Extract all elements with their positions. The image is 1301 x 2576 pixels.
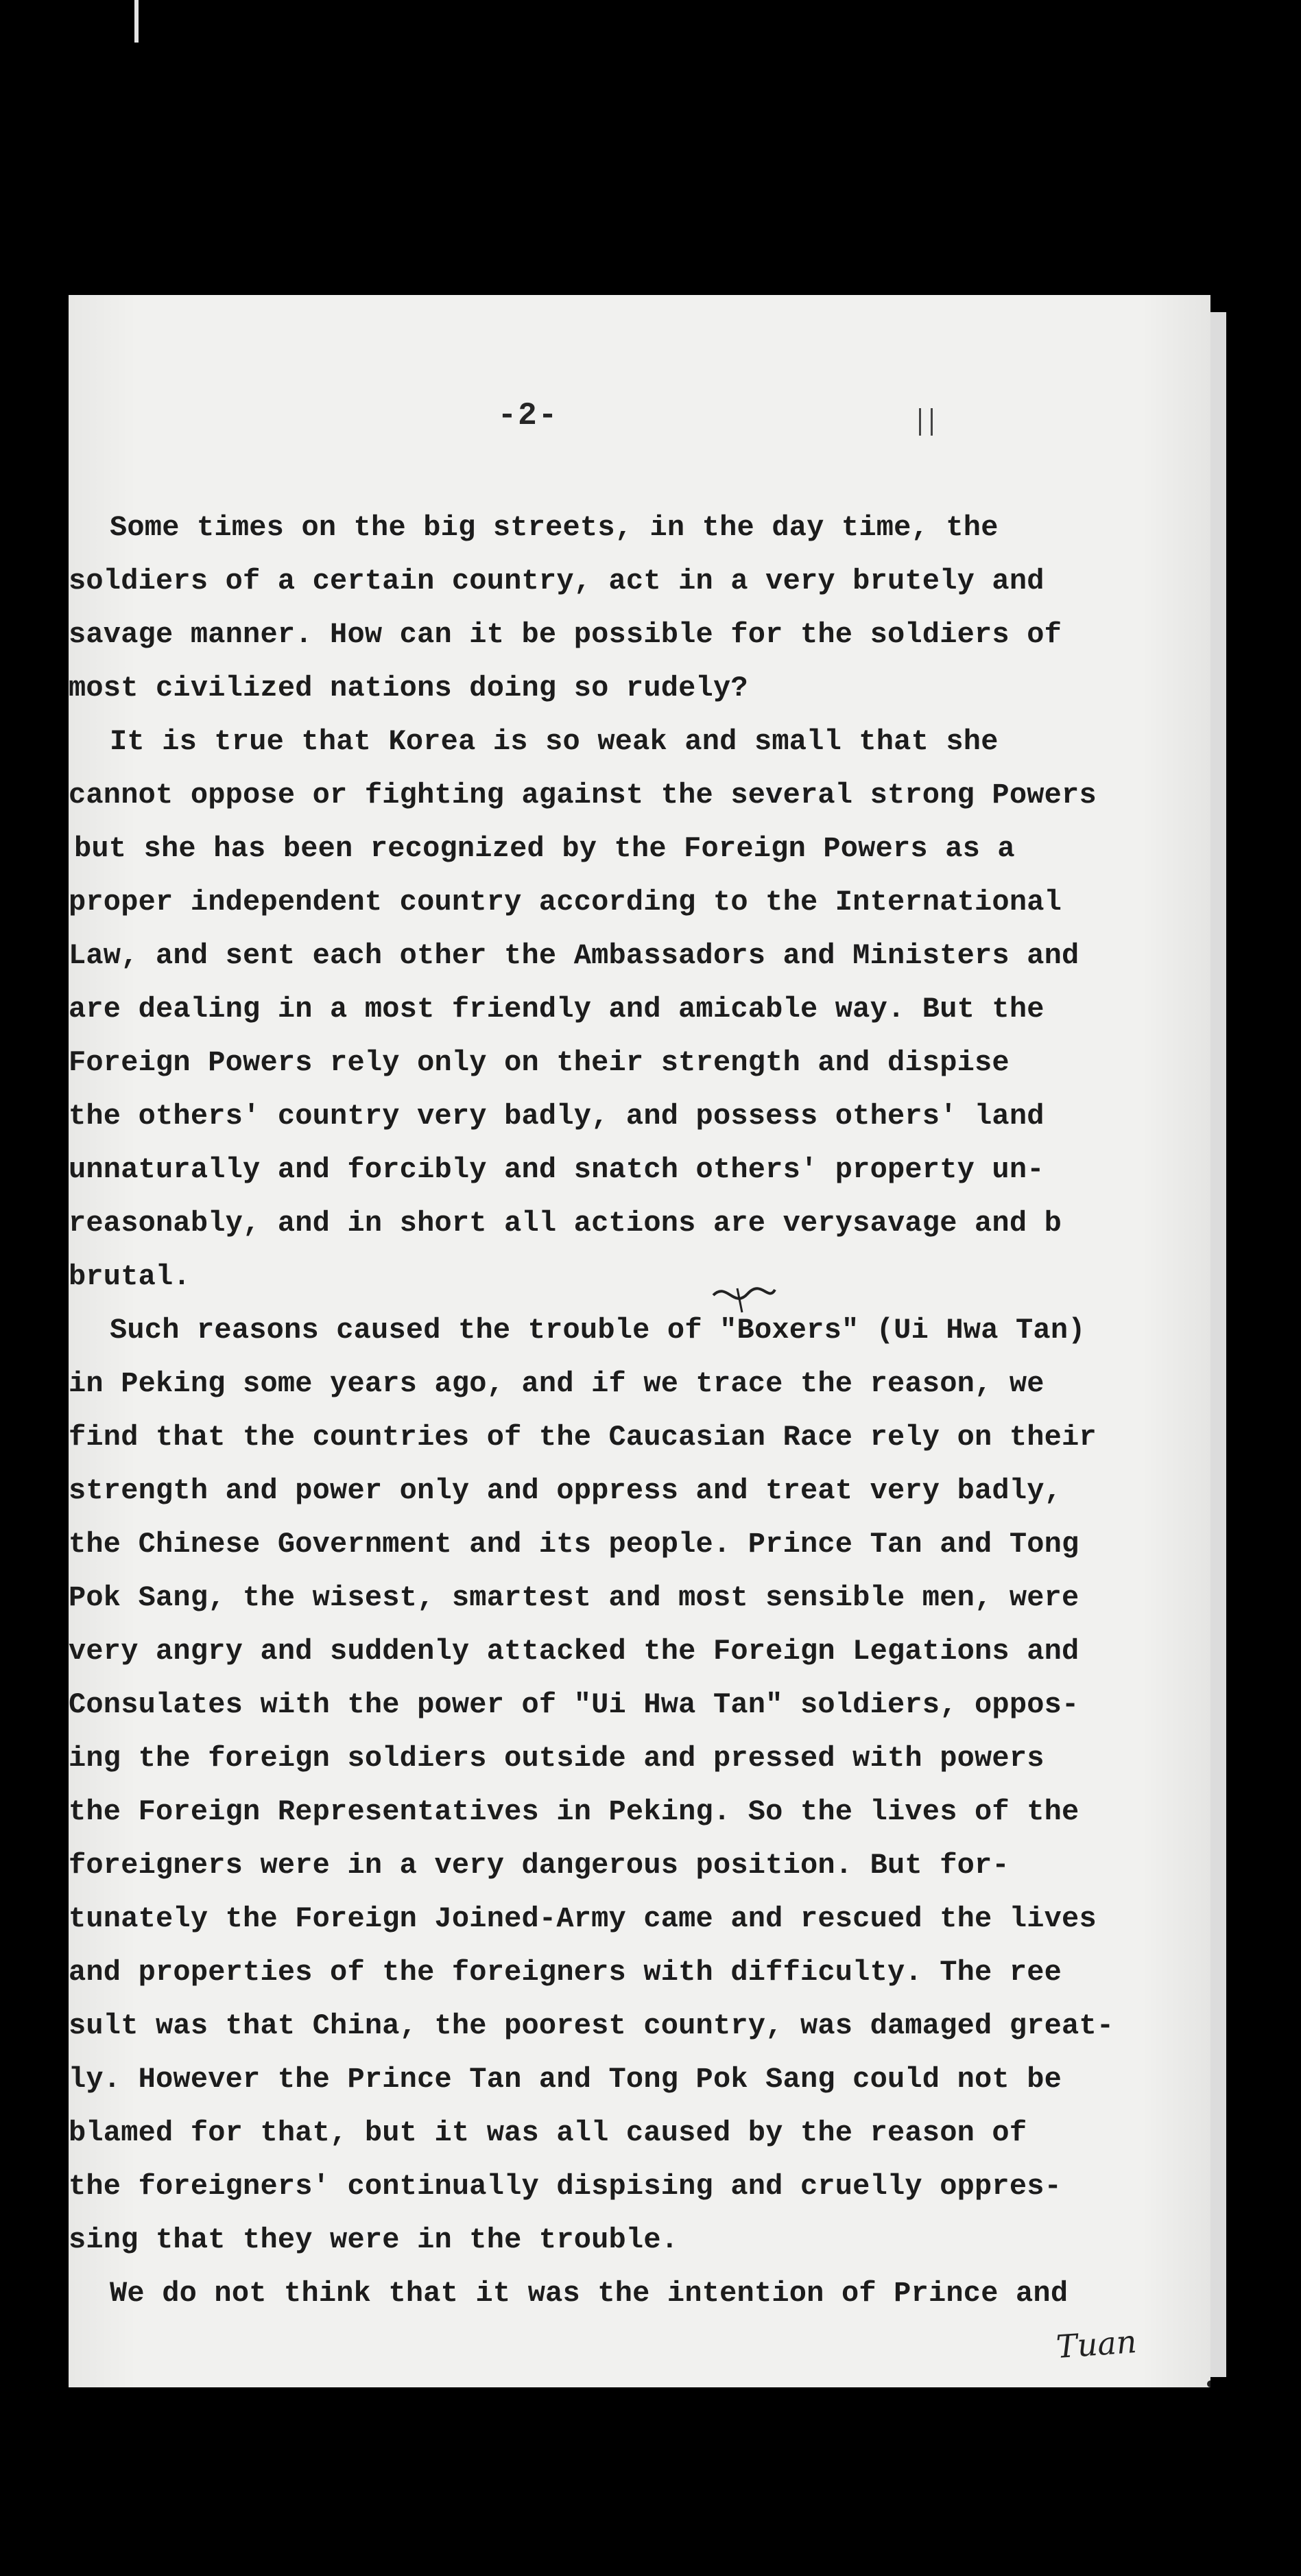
- ink-dot: [1207, 2380, 1210, 2387]
- ink-scribble: [706, 1275, 782, 1323]
- text-line: We do not think that it was the intention of Prince and: [110, 2277, 1069, 2310]
- text-line: foreigners were in a very dangerous position. But for-: [69, 1849, 1010, 1882]
- text-line: unnaturally and forcibly and snatch others' property un-: [69, 1153, 1045, 1186]
- text-line: but she has been recognized by the Foreign Powers as a: [74, 832, 1015, 865]
- text-line: tunately the Foreign Joined-Army came and rescued the lives: [69, 1902, 1097, 1935]
- page-number: -2-: [497, 398, 559, 434]
- text-line: reasonably, and in short all actions are verysavage and b: [69, 1207, 1062, 1240]
- text-line: the others' country very badly, and possess others' land: [69, 1100, 1045, 1133]
- text-line: sult was that China, the poorest country, was damaged great-: [69, 2009, 1114, 2042]
- text-line: Pok Sang, the wisest, smartest and most sensible men, were: [69, 1581, 1079, 1614]
- document-body: [69, 501, 1180, 2320]
- film-edge-mark: [134, 0, 139, 43]
- text-line: the foreigners' continually dispising and cruelly oppres-: [69, 2170, 1062, 2203]
- text-line: proper independent country according to the International: [69, 886, 1062, 919]
- text-line: in Peking some years ago, and if we trace the reason, we: [69, 1367, 1045, 1400]
- text-line: the Chinese Government and its people. Prince Tan and Tong: [69, 1528, 1079, 1561]
- text-line: very angry and suddenly attacked the Foreign Legations and: [69, 1635, 1079, 1668]
- text-line: blamed for that, but it was all caused by the reason of: [69, 2116, 1027, 2149]
- text-line: ly. However the Prince Tan and Tong Pok Sang could not be: [69, 2063, 1062, 2096]
- text-line: Consulates with the power of "Ui Hwa Tan" soldiers, oppos-: [69, 1688, 1079, 1721]
- text-line: most civilized nations doing so rudely?: [69, 672, 748, 705]
- text-line: are dealing in a most friendly and amicable way. But the: [69, 993, 1045, 1026]
- text-line: It is true that Korea is so weak and small that she: [110, 725, 999, 758]
- text-line: ing the foreign soldiers outside and pressed with powers: [69, 1742, 1045, 1775]
- text-line: brutal.: [69, 1260, 191, 1293]
- document-page: [69, 295, 1210, 2387]
- text-line: find that the countries of the Caucasian Race rely on their: [69, 1421, 1097, 1454]
- handwritten-note: Tuan: [1055, 2322, 1138, 2366]
- text-line: Such reasons caused the trouble of "Boxers" (Ui Hwa Tan): [110, 1314, 1086, 1347]
- text-line: Law, and sent each other the Ambassadors and Ministers and: [69, 939, 1079, 972]
- text-line: the Foreign Representatives in Peking. So the lives of the: [69, 1795, 1079, 1828]
- text-line: soldiers of a certain country, act in a very brutely and: [69, 565, 1045, 598]
- text-line: Foreign Powers rely only on their strength and dispise: [69, 1046, 1010, 1079]
- text-line: Some times on the big streets, in the day time, the: [110, 511, 999, 544]
- text-line: and properties of the foreigners with difficulty. The ree: [69, 1956, 1062, 1989]
- text-line: strength and power only and oppress and treat very badly,: [69, 1474, 1062, 1507]
- text-line: cannot oppose or fighting against the several strong Powers: [69, 779, 1097, 812]
- text-line: sing that they were in the trouble.: [69, 2223, 679, 2256]
- text-line: savage manner. How can it be possible for the soldiers of: [69, 618, 1062, 651]
